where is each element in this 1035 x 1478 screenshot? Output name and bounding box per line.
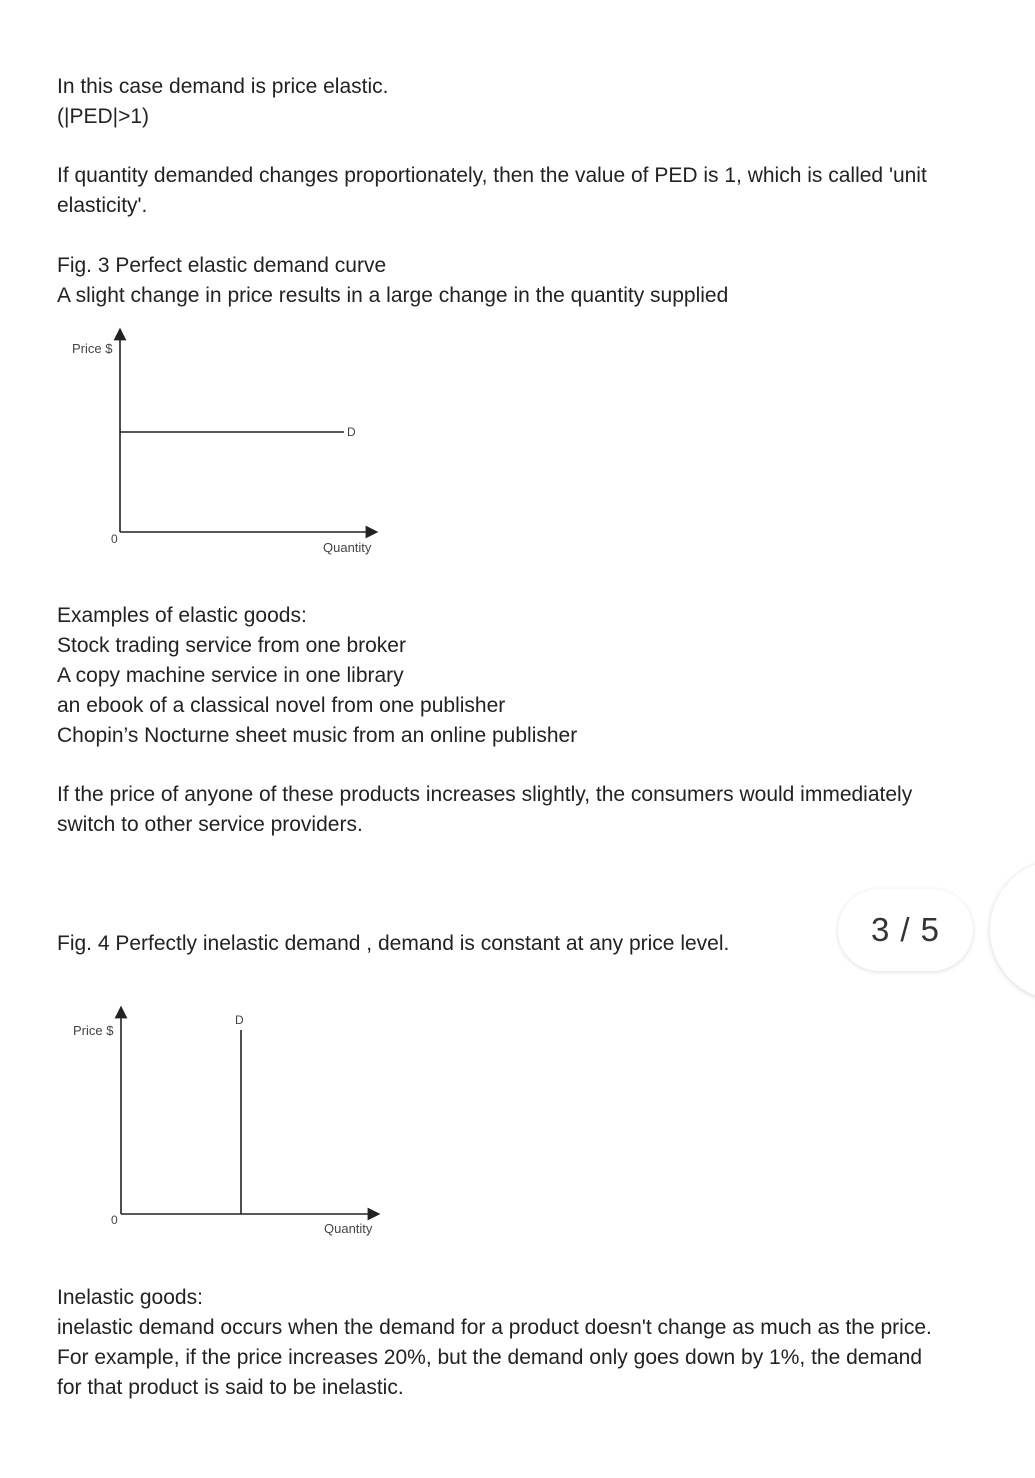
fig4-y-label: Price $ [73,1023,114,1038]
ped-condition-text: (|PED|>1) [57,105,150,128]
examples-heading: Examples of elastic goods: [57,604,307,627]
example-item: an ebook of a classical novel from one publisher [57,694,506,717]
fig3-curve-label: D [347,425,356,439]
example-item: A copy machine service in one library [57,664,404,687]
fig4-curve-label: D [235,1013,244,1027]
unit-elasticity-line-1: If quantity demanded changes proportionately, then the value of PED is 1, which is called 'unit [57,164,927,187]
fig3-x-label: Quantity [323,540,372,555]
inelastic-line-1: inelastic demand occurs when the demand for a product doesn't change as much as the price. [57,1316,932,1339]
fig3-origin-label: 0 [111,532,118,546]
example-item: Stock trading service from one broker [57,634,406,657]
elastic-case-text: In this case demand is price elastic. [57,75,389,98]
switch-line-1: If the price of anyone of these products increases slightly, the consumers would immediately [57,783,913,806]
fig4-x-label: Quantity [324,1221,373,1236]
fig3-graph [0,320,420,570]
inelastic-line-3: for that product is said to be inelastic. [57,1376,404,1399]
current-page: 3 [871,911,891,948]
unit-elasticity-line-2: elasticity'. [57,194,148,217]
total-pages: 5 [920,911,940,948]
example-item: Chopin’s Nocturne sheet music from an online publisher [57,724,578,747]
page-separator: / [900,911,911,948]
side-scroll-button[interactable] [990,860,1035,1000]
fig4-title: Fig. 4 Perfectly inelastic demand , demand is constant at any price level. [57,932,730,955]
inelastic-line-2: For example, if the price increases 20%, but the demand only goes down by 1%, the demand [57,1346,922,1369]
fig3-caption: A slight change in price results in a large change in the quantity supplied [57,284,729,307]
fig4-graph [0,1000,420,1250]
fig3-y-label: Price $ [72,341,113,356]
inelastic-heading: Inelastic goods: [57,1286,203,1309]
fig3-title: Fig. 3 Perfect elastic demand curve [57,254,387,277]
fig4-origin-label: 0 [111,1213,118,1227]
switch-line-2: switch to other service providers. [57,813,363,836]
page-indicator [838,889,973,971]
